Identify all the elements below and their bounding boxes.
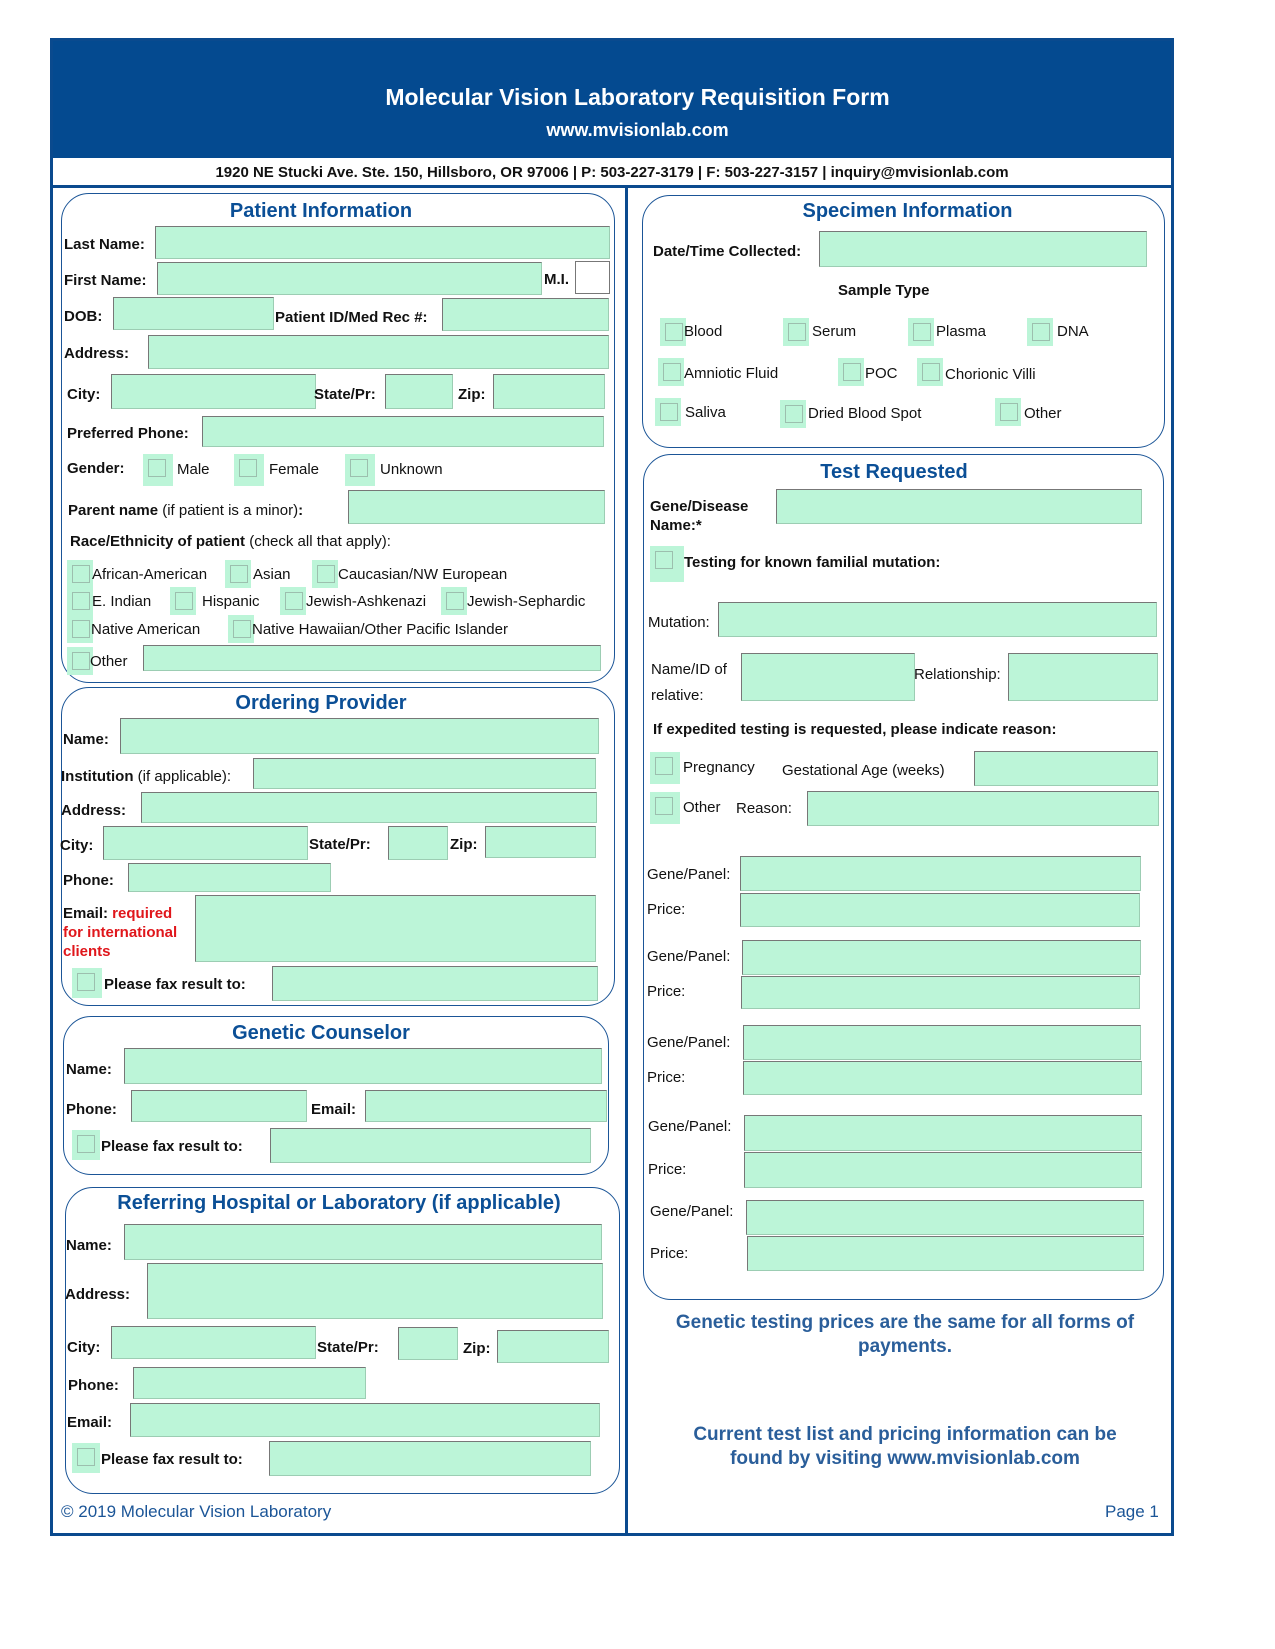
page-number: Page 1	[1105, 1502, 1159, 1521]
address-field[interactable]	[148, 335, 609, 369]
race-label: Race/Ethnicity of patient (check all that apply):	[70, 533, 391, 550]
caucasian-checkbox[interactable]	[312, 560, 338, 588]
counselor-phone-field[interactable]	[131, 1090, 307, 1122]
race-other-field[interactable]	[143, 645, 601, 671]
relationship-field[interactable]	[1008, 653, 1158, 701]
state-label: State/Pr:	[314, 386, 376, 403]
jewish-sephardic-checkbox[interactable]	[441, 587, 467, 615]
jewish-ashkenazi-checkbox[interactable]	[280, 587, 306, 615]
price-field[interactable]	[747, 1236, 1144, 1271]
ordering-fax-field[interactable]	[272, 966, 598, 1001]
expedited-other-label: Other	[683, 799, 721, 816]
gestational-age-label: Gestational Age (weeks)	[782, 762, 945, 779]
first-name-label: First Name:	[64, 272, 147, 289]
city-label: City:	[67, 386, 101, 403]
referring-city-label: City:	[67, 1339, 101, 1356]
female-checkbox[interactable]	[234, 454, 264, 486]
ordering-zip-label: Zip:	[450, 836, 478, 853]
mutation-field[interactable]	[718, 602, 1157, 637]
gene-panel-field[interactable]	[740, 856, 1141, 891]
gene-panel-label: Gene/Panel:	[647, 866, 731, 883]
hispanic-checkbox[interactable]	[170, 587, 196, 615]
price-label: Price:	[647, 1069, 686, 1086]
ordering-email-field[interactable]	[195, 895, 596, 962]
pregnancy-checkbox[interactable]	[650, 752, 680, 784]
referring-zip-field[interactable]	[497, 1330, 609, 1363]
counselor-email-field[interactable]	[365, 1090, 607, 1122]
gene-panel-label: Gene/Panel:	[647, 948, 731, 965]
ordering-title: Ordering Provider	[235, 692, 407, 714]
zip-field[interactable]	[493, 374, 605, 409]
ordering-name-field[interactable]	[120, 718, 599, 754]
price-label: Price:	[647, 901, 686, 918]
price-label: Price:	[650, 1245, 689, 1262]
website-url[interactable]: www.mvisionlab.com	[546, 120, 729, 140]
chorionic-villi-checkbox[interactable]	[917, 358, 943, 386]
referring-city-field[interactable]	[111, 1326, 316, 1359]
mi-field[interactable]	[575, 261, 610, 294]
pregnancy-label: Pregnancy	[683, 759, 755, 776]
ordering-address-label: Address:	[61, 802, 127, 819]
city-field[interactable]	[111, 374, 316, 409]
male-checkbox[interactable]	[143, 454, 173, 486]
race-label-other: Other	[90, 653, 128, 670]
sample-label-plasma: Plasma	[936, 323, 987, 340]
dried-blood-spot-checkbox[interactable]	[780, 400, 806, 428]
gene-panel-label: Gene/Panel:	[648, 1118, 732, 1135]
sample-label-dried-blood-spot: Dried Blood Spot	[808, 405, 922, 422]
native-hawaiian-checkbox[interactable]	[228, 615, 254, 643]
gender-label: Gender:	[67, 460, 125, 477]
ordering-name-label: Name:	[63, 731, 109, 748]
referring-zip-label: Zip:	[463, 1340, 491, 1357]
native-american-checkbox[interactable]	[67, 615, 93, 643]
race-label-african-american: African-American	[92, 566, 208, 583]
unknown-label: Unknown	[380, 461, 443, 478]
referring-email-field[interactable]	[130, 1403, 600, 1437]
test-list-note: Current test list and pricing information can be found by visiting www.mvisionlab.com	[693, 1424, 1117, 1469]
price-field[interactable]	[744, 1152, 1142, 1188]
copyright: © 2019 Molecular Vision Laboratory	[61, 1502, 332, 1521]
relationship-label: Relationship:	[914, 666, 1001, 683]
phone-label: Preferred Phone:	[67, 425, 189, 442]
sample-label-amniotic-fluid: Amniotic Fluid	[684, 365, 779, 382]
ordering-zip-field[interactable]	[485, 826, 596, 858]
institution-field[interactable]	[253, 758, 596, 789]
dob-field[interactable]	[113, 297, 274, 330]
pricing-note: Genetic testing prices are the same for all forms of payments.	[675, 1312, 1135, 1357]
sample-label-chorionic-villi: Chorionic Villi	[945, 366, 1036, 383]
blood-checkbox[interactable]	[660, 318, 686, 346]
unknown-checkbox[interactable]	[345, 454, 375, 486]
last-name-label: Last Name:	[64, 236, 145, 253]
race-label-asian: Asian	[253, 566, 291, 583]
ordering-phone-label: Phone:	[63, 872, 114, 889]
gene-disease-field[interactable]	[776, 489, 1142, 524]
patient-id-field[interactable]	[442, 298, 609, 331]
referring-address-field[interactable]	[147, 1263, 603, 1319]
familial-mutation-checkbox[interactable]	[650, 546, 684, 582]
ordering-city-field[interactable]	[103, 826, 308, 860]
patient-id-label: Patient ID/Med Rec #:	[275, 309, 428, 326]
race-label-native-american: Native American	[91, 621, 201, 638]
dna-checkbox[interactable]	[1027, 318, 1053, 346]
race-label-jewish-sephardic: Jewish-Sephardic	[467, 593, 586, 610]
ordering-fax-checkbox[interactable]	[72, 968, 102, 998]
parent-name-label: Parent name (if patient is a minor):	[68, 502, 304, 519]
counselor-fax-label: Please fax result to:	[101, 1138, 243, 1155]
referring-name-label: Name:	[66, 1237, 112, 1254]
ordering-state-label: State/Pr:	[309, 836, 371, 853]
ordering-phone-field[interactable]	[128, 863, 331, 892]
referring-fax-checkbox[interactable]	[72, 1443, 100, 1473]
state-field[interactable]	[385, 374, 453, 409]
referring-name-field[interactable]	[124, 1224, 602, 1260]
form-title: Molecular Vision Laboratory Requisition Form	[385, 84, 890, 110]
plasma-checkbox[interactable]	[908, 318, 934, 346]
expedited-other-checkbox[interactable]	[650, 792, 680, 824]
patient-title: Patient Information	[229, 200, 413, 222]
referring-fax-label: Please fax result to:	[101, 1451, 243, 1468]
sample-label-dna: DNA	[1057, 323, 1089, 340]
expedited-label: If expedited testing is requested, please indicate reason:	[653, 721, 1057, 738]
mutation-label: Mutation:	[648, 614, 710, 631]
female-label: Female	[269, 461, 320, 478]
ordering-address-field[interactable]	[141, 792, 597, 823]
counselor-name-label: Name:	[66, 1061, 112, 1078]
specimen-title: Specimen Information	[802, 200, 1013, 222]
male-label: Male	[177, 461, 210, 478]
referring-title: Referring Hospital or Laboratory (if applicable)	[117, 1192, 561, 1214]
sample-other-checkbox[interactable]	[995, 398, 1021, 426]
serum-checkbox[interactable]	[783, 318, 809, 346]
sample-label-serum: Serum	[812, 323, 857, 340]
gene-panel-field[interactable]	[744, 1115, 1142, 1151]
amniotic-fluid-checkbox[interactable]	[658, 358, 684, 386]
sample-label-saliva: Saliva	[685, 404, 726, 421]
test-title: Test Requested	[820, 461, 968, 483]
race-label-caucasian: Caucasian/NW European	[338, 566, 508, 583]
gestational-age-field[interactable]	[974, 751, 1158, 786]
referring-email-label: Email:	[67, 1414, 113, 1431]
price-field[interactable]	[740, 893, 1140, 927]
first-name-field[interactable]	[157, 262, 542, 295]
saliva-checkbox[interactable]	[655, 398, 681, 426]
mi-label: M.I.	[544, 271, 569, 288]
race-label-hispanic: Hispanic	[202, 593, 260, 610]
gene-panel-label: Gene/Panel:	[650, 1203, 734, 1220]
counselor-email-label: Email:	[311, 1101, 357, 1118]
parent-name-field[interactable]	[348, 490, 605, 524]
familial-mutation-label: Testing for known familial mutation:	[684, 554, 941, 571]
race-label-jewish-ashkenazi: Jewish-Ashkenazi	[306, 593, 427, 610]
reason-field[interactable]	[807, 791, 1159, 826]
contact-line: 1920 NE Stucki Ave. Ste. 150, Hillsboro, OR 97006 | P: 503-227-3179 | F: 503-227-3157 | inquiry@mvisionlab.com	[215, 164, 1009, 181]
gene-panel-field[interactable]	[746, 1200, 1144, 1235]
price-label: Price:	[647, 983, 686, 1000]
sample-label-blood: Blood	[684, 323, 723, 340]
referring-state-field[interactable]	[398, 1327, 458, 1360]
institution-label: Institution (if applicable):	[61, 768, 232, 785]
counselor-title: Genetic Counselor	[232, 1022, 410, 1044]
gene-panel-label: Gene/Panel:	[647, 1034, 731, 1051]
referring-phone-field[interactable]	[133, 1367, 366, 1399]
referring-address-label: Address:	[65, 1286, 131, 1303]
relative-field[interactable]	[741, 653, 915, 701]
ordering-state-field[interactable]	[388, 826, 448, 860]
sample-type-heading: Sample Type	[838, 282, 930, 299]
sample-label-poc: POC	[865, 365, 898, 382]
race-label-e-indian: E. Indian	[92, 593, 152, 610]
last-name-field[interactable]	[155, 226, 610, 259]
referring-fax-field[interactable]	[269, 1441, 591, 1476]
poc-checkbox[interactable]	[838, 358, 864, 386]
referring-state-label: State/Pr:	[317, 1339, 379, 1356]
relative-label: Name/ID of relative:	[651, 661, 727, 704]
price-field[interactable]	[743, 1061, 1142, 1095]
counselor-phone-label: Phone:	[66, 1101, 117, 1118]
phone-field[interactable]	[202, 416, 604, 447]
asian-checkbox[interactable]	[225, 560, 251, 588]
counselor-name-field[interactable]	[124, 1048, 602, 1084]
gene-panel-field[interactable]	[742, 940, 1141, 975]
price-field[interactable]	[741, 976, 1140, 1009]
price-label: Price:	[648, 1161, 687, 1178]
ordering-city-label: City:	[60, 837, 94, 854]
race-label-native-hawaiian: Native Hawaiian/Other Pacific Islander	[252, 621, 508, 638]
dob-label: DOB:	[64, 308, 103, 325]
reason-label: Reason:	[736, 800, 792, 817]
zip-label: Zip:	[458, 386, 486, 403]
sample-label-other: Other	[1024, 405, 1062, 422]
counselor-fax-field[interactable]	[270, 1128, 591, 1163]
collected-label: Date/Time Collected:	[653, 243, 802, 260]
address-label: Address:	[64, 345, 130, 362]
gene-disease-label: Gene/Disease Name:*	[650, 498, 749, 534]
collected-field[interactable]	[819, 231, 1147, 267]
ordering-fax-label: Please fax result to:	[104, 976, 246, 993]
ordering-email-label: Email: required for international clients	[63, 905, 178, 960]
referring-phone-label: Phone:	[68, 1377, 119, 1394]
counselor-fax-checkbox[interactable]	[72, 1130, 100, 1160]
gene-panel-field[interactable]	[743, 1025, 1141, 1060]
e-indian-checkbox[interactable]	[67, 587, 93, 615]
african-american-checkbox[interactable]	[67, 560, 93, 588]
